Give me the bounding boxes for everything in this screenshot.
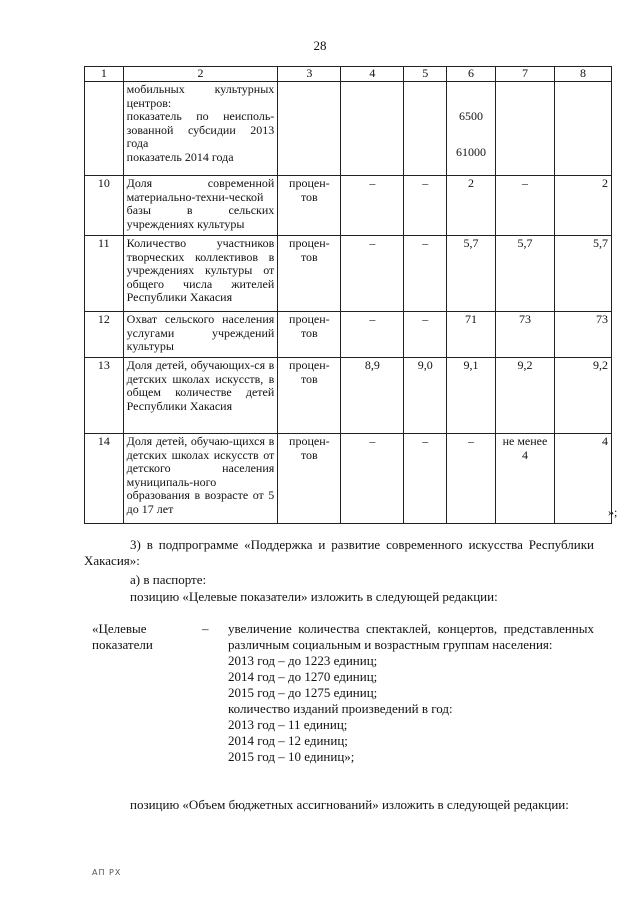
paragraph-passport: а) в паспорте:: [130, 572, 207, 587]
value-col8: 9,2: [554, 358, 611, 434]
value-col4: –: [341, 312, 404, 358]
unit: процен-тов: [278, 434, 341, 524]
footer-mark: АП РХ: [92, 868, 122, 877]
goal-line: 2013 год – 11 единиц;: [228, 717, 348, 732]
row-number: 14: [85, 434, 124, 524]
value-col6: 9,1: [447, 358, 496, 434]
unit: процен-тов: [278, 312, 341, 358]
target-indicators-body: [228, 621, 594, 765]
indicator-name: Доля детей, обучаю-щихся в детских школах искусств от детского населения муниципаль-ного образования в возрасте от 5 до 17 лет: [123, 434, 278, 524]
table-row-continuation: [85, 82, 612, 176]
indicator-name: Доля детей, обучающих-ся в детских школах искусств, в общем количестве детей Республики Хакасия: [123, 358, 278, 434]
indicator-name: Доля современной материально-техни-ческой базы в сельских учреждениях культуры: [123, 176, 278, 236]
continuation-line: мобильных культурных центров:: [126, 82, 275, 110]
value-col4: –: [341, 176, 404, 236]
value-col4: 8,9: [341, 358, 404, 434]
value-col6: –: [447, 434, 496, 524]
table-header-row: [85, 67, 612, 82]
unit: процен-тов: [278, 236, 341, 312]
header-cell: 8: [554, 67, 611, 82]
continuation-values: [447, 82, 496, 176]
value-col8: 5,7: [554, 236, 611, 312]
page-number: 28: [313, 38, 327, 53]
continuation-line: показатель 2014 года: [126, 149, 234, 164]
table-row: [85, 312, 612, 358]
goal-line: 2013 год – до 1223 единиц;: [228, 653, 378, 668]
unit: процен-тов: [278, 358, 341, 434]
target-indicators-dash: –: [202, 621, 209, 636]
row-number: 11: [85, 236, 124, 312]
value-col6: 5,7: [447, 236, 496, 312]
goal-line: 2014 год – до 1270 единиц;: [228, 669, 378, 684]
header-cell: 3: [278, 67, 341, 82]
value-col7: 9,2: [495, 358, 554, 434]
table-row: [85, 434, 612, 524]
value-2013: 6500: [459, 109, 484, 123]
row-number: 12: [85, 312, 124, 358]
row-number: 13: [85, 358, 124, 434]
value-col7: не менее 4: [495, 434, 554, 524]
value-col5: –: [404, 176, 447, 236]
value-col8: 2: [554, 176, 611, 236]
header-cell: 1: [85, 67, 124, 82]
paragraph-target-indicators: позицию «Целевые показатели» изложить в следующей редакции:: [130, 589, 498, 604]
value-col7: 73: [495, 312, 554, 358]
header-cell: 4: [341, 67, 404, 82]
table-row: [85, 236, 612, 312]
value-col6: 71: [447, 312, 496, 358]
goal-line: увеличение количества спектаклей, концертов, представленных различным социальным и возрастным группам населения:: [228, 621, 594, 652]
indicator-name: Количество участников творческих коллективов в учреждениях культуры от общего числа жителей Республики Хакасия: [123, 236, 278, 312]
value-col5: 9,0: [404, 358, 447, 434]
value-col6: 2: [447, 176, 496, 236]
value-col5: –: [404, 312, 447, 358]
goal-line: 2015 год – до 1275 единиц;: [228, 685, 378, 700]
goal-line: 2015 год – 10 единиц»;: [228, 749, 355, 764]
header-cell: 2: [123, 67, 278, 82]
value-col8: 73: [554, 312, 611, 358]
value-col8: 4: [554, 434, 611, 524]
value-col4: –: [341, 434, 404, 524]
table-row: [85, 176, 612, 236]
table-row: [85, 358, 612, 434]
unit: процен-тов: [278, 176, 341, 236]
header-cell: 6: [447, 67, 496, 82]
header-cell: 7: [495, 67, 554, 82]
row-number: 10: [85, 176, 124, 236]
table-close-quote: »;: [608, 505, 618, 519]
goal-line: 2014 год – 12 единиц;: [228, 733, 348, 748]
value-col5: –: [404, 236, 447, 312]
paragraph-budget: позицию «Объем бюджетных ассигнований» изложить в следующей редакции:: [130, 797, 569, 812]
indicators-table: [84, 66, 612, 524]
target-indicators-label: «Целевые показатели: [92, 621, 153, 652]
continuation-text: [123, 82, 278, 176]
continuation-line: показатель по неисполь-зованной субсидии 2013 года: [126, 109, 275, 150]
value-2014: 61000: [456, 144, 487, 159]
value-col7: 5,7: [495, 236, 554, 312]
value-col5: –: [404, 434, 447, 524]
paragraph-subprogram: 3) в подпрограмме «Поддержка и развитие современного искусства Республики Хакасия»:: [84, 537, 594, 568]
value-col7: –: [495, 176, 554, 236]
goal-line: количество изданий произведений в год:: [228, 701, 453, 716]
header-cell: 5: [404, 67, 447, 82]
indicator-name: Охват сельского населения услугами учреждений культуры: [123, 312, 278, 358]
value-col4: –: [341, 236, 404, 312]
